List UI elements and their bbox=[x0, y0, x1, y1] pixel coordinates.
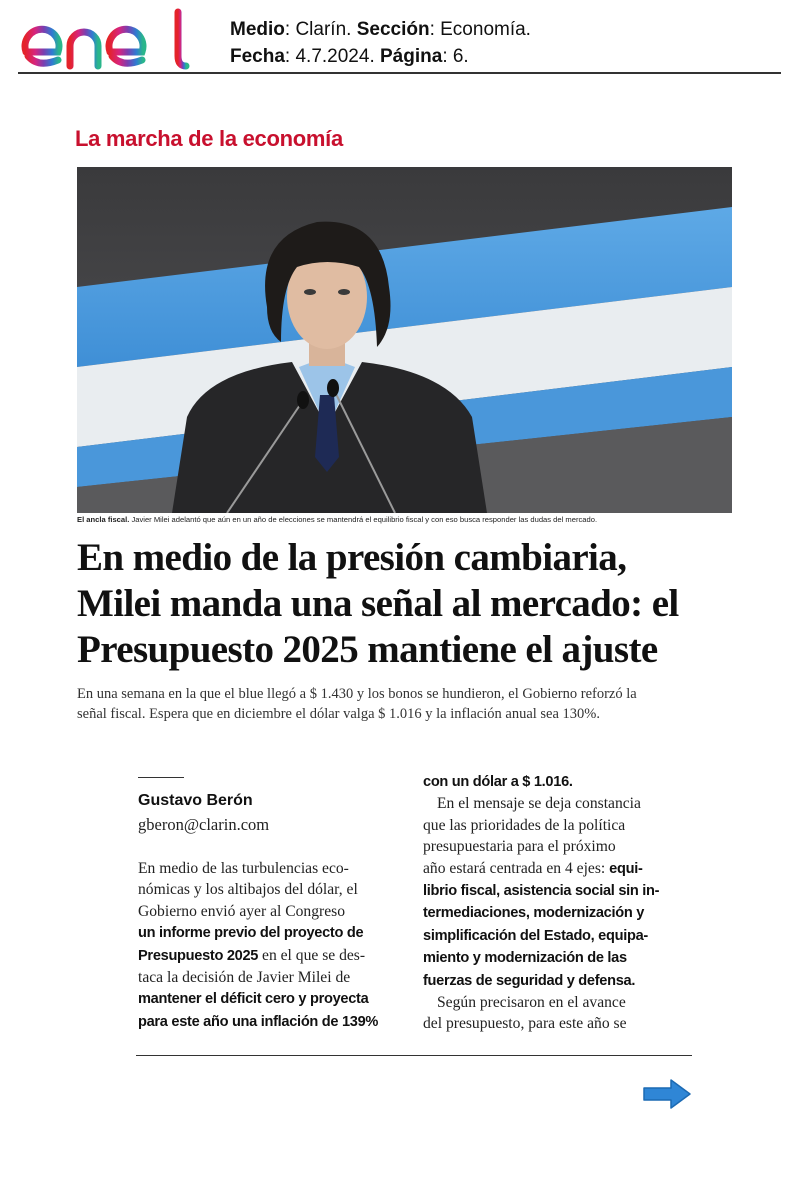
body-line: miento y modernización de las bbox=[423, 950, 627, 967]
body-line: para este año una inflación de 139% bbox=[138, 1013, 379, 1030]
body-line: Según precisaron en el avance bbox=[437, 994, 626, 1012]
body-line: En el mensaje se deja constancia bbox=[437, 795, 641, 813]
body-line: simplificación del Estado, equipa- bbox=[423, 927, 648, 944]
author-email: gberon@clarin.com bbox=[138, 815, 270, 834]
arrow-right-icon[interactable] bbox=[641, 1077, 693, 1111]
body-line: termediaciones, modernización y bbox=[423, 905, 645, 922]
body-line: un informe previo del proyecto de bbox=[138, 925, 364, 942]
document-meta: Medio: Clarín. Sección: Economía. Fecha: 4.7.2024. Página: 6. bbox=[230, 19, 531, 67]
headline-line: Presupuesto 2025 mantiene el ajuste bbox=[77, 628, 658, 671]
article-headline bbox=[77, 535, 757, 673]
body-column-1 bbox=[138, 858, 408, 1033]
author-name: Gustavo Berón bbox=[138, 792, 253, 809]
section-label: La marcha de la economía bbox=[75, 126, 343, 151]
header-rule bbox=[18, 72, 781, 74]
footer-rule bbox=[136, 1055, 692, 1056]
summary-line: En una semana en la que el blue llegó a $ 1.430 y los bonos se hundieron, el Gobierno reforzó la bbox=[77, 686, 637, 702]
body-line: año estará centrada en 4 ejes: equi- bbox=[423, 859, 643, 877]
body-line: mantener el déficit cero y proyecta bbox=[138, 991, 369, 1008]
headline-line: En medio de la presión cambiaria, bbox=[77, 536, 627, 579]
body-line: con un dólar a $ 1.016. bbox=[423, 774, 573, 790]
body-line: fuerzas de seguridad y defensa. bbox=[423, 972, 636, 989]
body-line: taca la decisión de Javier Milei de bbox=[138, 969, 351, 987]
body-line: Gobierno envió ayer al Congreso bbox=[138, 902, 345, 920]
headline-line: Milei manda una señal al mercado: el bbox=[77, 582, 679, 625]
photo-caption: El ancla fiscal. Javier Milei adelantó que aún en un año de elecciones se mantendrá el equilibrio fiscal y con eso busca responder las dudas del mercado. bbox=[77, 515, 598, 524]
body-line: presupuestaria para el próximo bbox=[423, 838, 616, 856]
body-line: nómicas y los altibajos del dólar, el bbox=[138, 881, 358, 899]
body-column-2 bbox=[423, 771, 693, 1035]
body-line: del presupuesto, para este año se bbox=[423, 1015, 627, 1033]
body-line: En medio de las turbulencias eco- bbox=[138, 860, 349, 877]
enel-logo bbox=[18, 8, 190, 72]
body-line: Presupuesto 2025 en el que se des- bbox=[138, 946, 366, 964]
article-summary bbox=[77, 684, 737, 724]
body-line: que las prioridades de la política bbox=[423, 816, 626, 834]
body-line: librio fiscal, asistencia social sin in- bbox=[423, 883, 660, 900]
article-photo bbox=[77, 167, 732, 513]
byline-rule bbox=[138, 777, 184, 778]
summary-line: señal fiscal. Espera que en diciembre el dólar valga $ 1.016 y la inflación anual sea 130%. bbox=[77, 706, 601, 722]
